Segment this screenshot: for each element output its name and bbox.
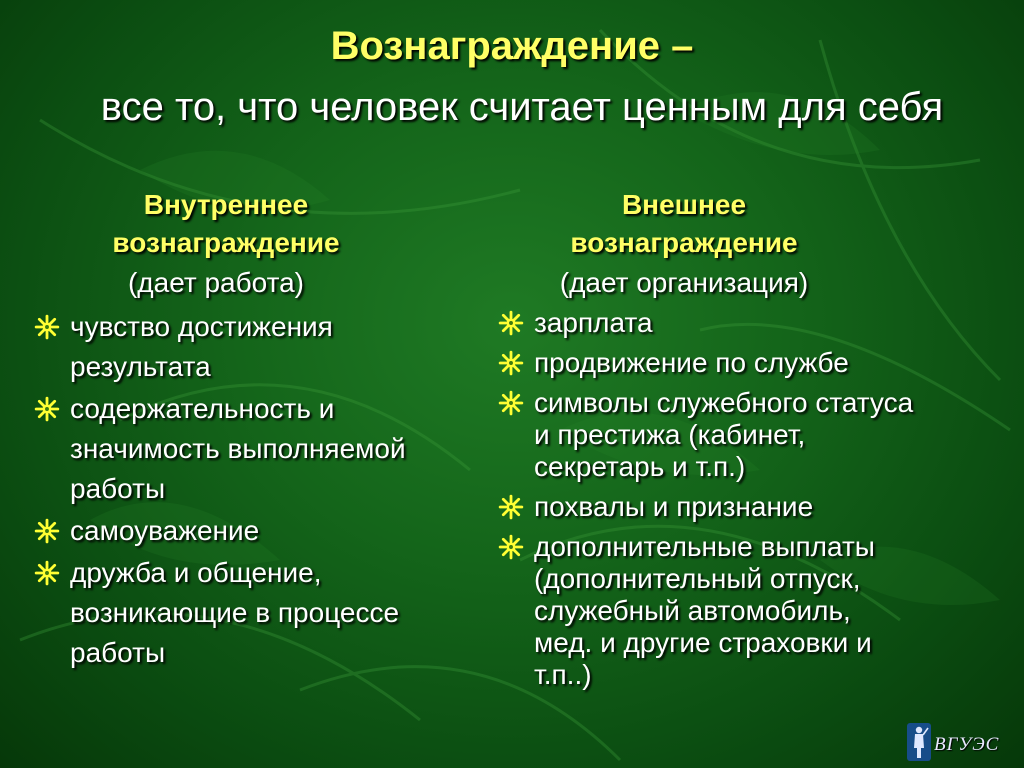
list-item-line: секретарь и т.п.)	[534, 451, 746, 482]
internal-reward-heading-line1: Внутреннее	[143, 189, 309, 220]
list-item-line: мед. и другие страховки и	[534, 627, 872, 658]
external-reward-column	[494, 186, 1019, 699]
starburst-bullet-icon	[34, 518, 60, 544]
list-item	[30, 389, 485, 509]
list-item	[494, 491, 1019, 523]
internal-reward-subheading: (дает работа)	[127, 267, 305, 298]
list-item-line: и престижа (кабинет,	[534, 419, 806, 450]
internal-reward-heading	[30, 186, 422, 262]
list-item-line: значимость выполняемой	[70, 433, 406, 464]
list-item	[30, 307, 485, 387]
starburst-bullet-icon	[498, 390, 524, 416]
list-item-line: работы	[70, 637, 166, 668]
list-item-line: т.п..)	[534, 659, 592, 690]
external-reward-list	[494, 307, 1019, 691]
internal-reward-column	[30, 186, 485, 675]
university-logo	[904, 722, 1019, 764]
slide-subtitle: все то, что человек считает ценным для себя	[100, 85, 944, 129]
list-item-line: работы	[70, 473, 166, 504]
starburst-bullet-icon	[498, 494, 524, 520]
list-item-line: зарплата	[534, 307, 653, 338]
external-reward-heading-line2: вознаграждение	[570, 227, 798, 258]
list-item-line: содержательность и	[70, 393, 335, 424]
list-item-line: самоуважение	[70, 515, 260, 546]
list-item	[30, 553, 485, 673]
list-item	[494, 347, 1019, 379]
list-item-line: возникающие в процессе	[70, 597, 400, 628]
list-item-line: продвижение по службе	[534, 347, 849, 378]
statue-logo-icon	[906, 722, 932, 762]
list-item-line: результата	[70, 351, 211, 382]
list-item	[494, 387, 1019, 483]
list-item-line: служебный автомобиль,	[534, 595, 851, 626]
list-item-line: символы служебного статуса	[534, 387, 914, 418]
external-reward-heading-line1: Внешнее	[621, 189, 747, 220]
slide-title: Вознаграждение –	[330, 24, 694, 68]
starburst-bullet-icon	[498, 310, 524, 336]
internal-reward-list	[30, 307, 485, 673]
starburst-bullet-icon	[34, 396, 60, 422]
internal-reward-heading-line2: вознаграждение	[112, 227, 340, 258]
list-item-line: дружба и общение,	[70, 557, 322, 588]
list-item-line: (дополнительный отпуск,	[534, 563, 861, 594]
starburst-bullet-icon	[498, 350, 524, 376]
starburst-bullet-icon	[498, 534, 524, 560]
list-item-line: дополнительные выплаты	[534, 531, 875, 562]
list-item	[494, 307, 1019, 339]
list-item	[30, 511, 485, 551]
list-item	[494, 531, 1019, 691]
university-logo-text: ВГУЭС	[934, 734, 1000, 755]
list-item-line: похвалы и признание	[534, 491, 814, 522]
starburst-bullet-icon	[34, 560, 60, 586]
starburst-bullet-icon	[34, 314, 60, 340]
external-reward-subheading: (дает организация)	[559, 267, 809, 298]
external-reward-heading	[494, 186, 874, 262]
list-item-line: чувство достижения	[70, 311, 333, 342]
